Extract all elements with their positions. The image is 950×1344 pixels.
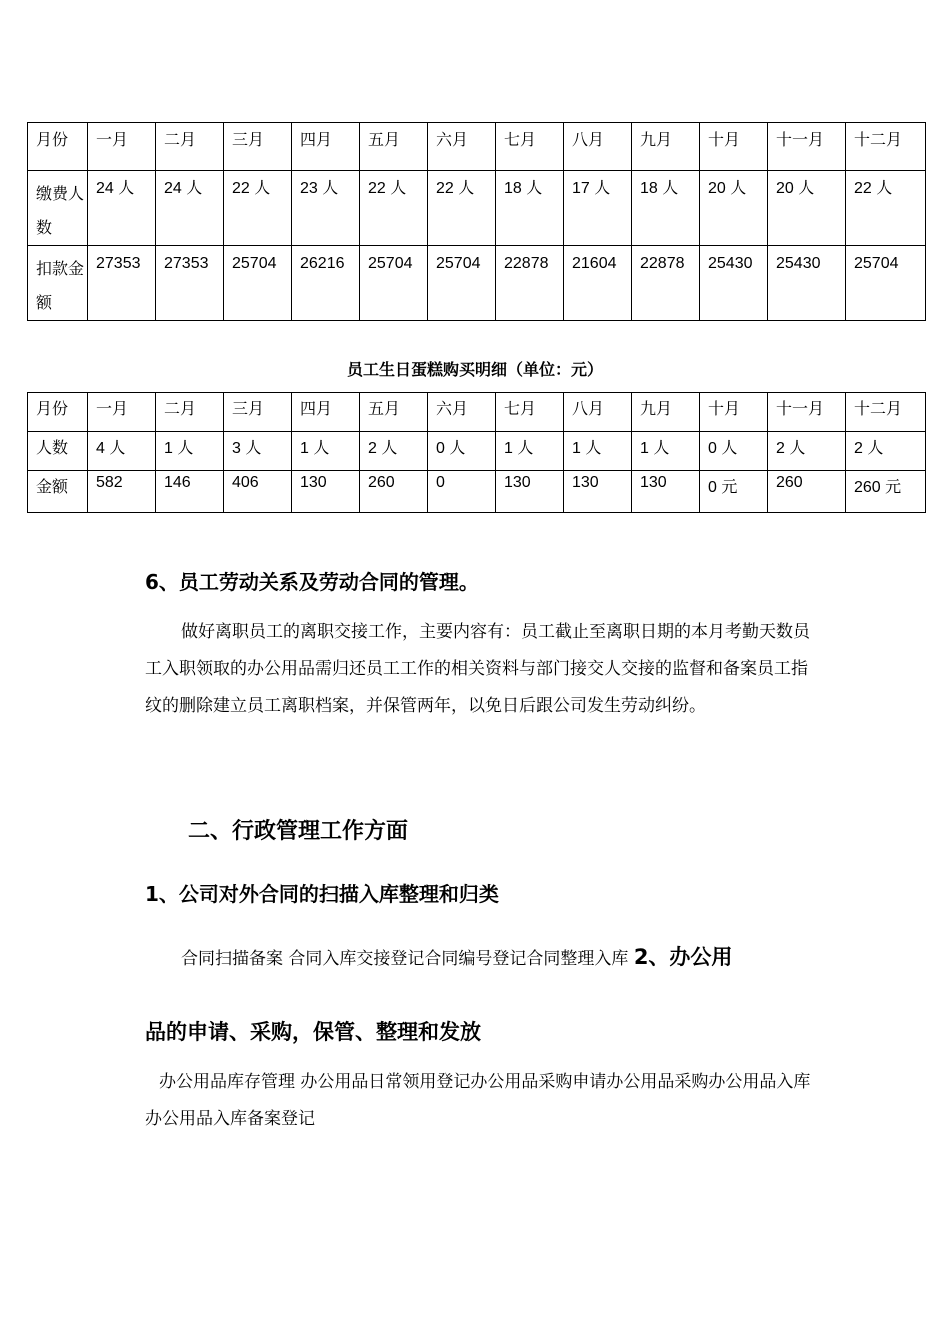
table-cell: 十月 (700, 123, 768, 171)
table-cell: 25704 (428, 246, 496, 321)
table-cell: 十月 (700, 393, 768, 432)
table-cell: 17 人 (564, 171, 632, 246)
table-cell: 十二月 (846, 123, 926, 171)
table-cell: 260 (768, 471, 846, 513)
table-cell: 20 人 (700, 171, 768, 246)
table-cell: 146 (156, 471, 224, 513)
table-row (28, 123, 926, 171)
table-cell: 缴费人数 (28, 171, 88, 246)
table-cell: 18 人 (632, 171, 700, 246)
table-cell: 22 人 (224, 171, 292, 246)
table-cell: 一月 (88, 123, 156, 171)
table-cell: 扣款金额 (28, 246, 88, 321)
table-cell: 21604 (564, 246, 632, 321)
table-cell: 八月 (564, 123, 632, 171)
table-cell: 130 (496, 471, 564, 513)
table-cell: 0 人 (428, 432, 496, 471)
table-cell: 人数 (28, 432, 88, 471)
table-cell: 九月 (632, 393, 700, 432)
table-cell: 十一月 (768, 393, 846, 432)
table-cell: 18 人 (496, 171, 564, 246)
table-cell: 25704 (360, 246, 428, 321)
item-paragraph: 办公用品库存管理 办公用品日常领用登记办公用品采购申请办公用品采购办公用品入库办公用品入库备案登记 (145, 1072, 811, 1129)
item-paragraph (145, 938, 815, 978)
section-heading: 6、员工劳动关系及劳动合同的管理。 (145, 570, 479, 594)
table-cell: 130 (292, 471, 360, 513)
table-cell: 2 人 (768, 432, 846, 471)
table-cell: 二月 (156, 393, 224, 432)
item-heading: 1、公司对外合同的扫描入库整理和归类 (145, 882, 499, 906)
table-cell: 四月 (292, 393, 360, 432)
table-cell: 九月 (632, 123, 700, 171)
table-cell: 1 人 (496, 432, 564, 471)
table-row (28, 393, 926, 432)
section-paragraph: 做好离职员工的离职交接工作，主要内容有：员工截止至离职日期的本月考勤天数员工入职领取的办公用品需归还员工工作的相关资料与部门接交人交接的监督和备案员工指纹的删除建立员工离职档案，并保管两年，以免日后跟公司发生劳动纠纷。 (145, 622, 810, 716)
table-cell: 22 人 (360, 171, 428, 246)
table-cell: 1 人 (632, 432, 700, 471)
table-cell: 七月 (496, 123, 564, 171)
table-cell: 25430 (768, 246, 846, 321)
table-cell: 20 人 (768, 171, 846, 246)
table-cell: 十一月 (768, 123, 846, 171)
table-cell: 2 人 (360, 432, 428, 471)
table-cell: 1 人 (156, 432, 224, 471)
table-cell: 24 人 (156, 171, 224, 246)
table-cell: 三月 (224, 123, 292, 171)
table-cell: 25430 (700, 246, 768, 321)
table-cell: 八月 (564, 393, 632, 432)
table-cell: 二月 (156, 123, 224, 171)
table-cell: 0 人 (700, 432, 768, 471)
table-cell: 22878 (632, 246, 700, 321)
table-cell: 五月 (360, 393, 428, 432)
table-cell: 22 人 (428, 171, 496, 246)
table-cell: 130 (632, 471, 700, 513)
table-cell: 五月 (360, 123, 428, 171)
table-cell: 金额 (28, 471, 88, 513)
table-cell: 十二月 (846, 393, 926, 432)
table-row (28, 471, 926, 513)
part-heading: 二、行政管理工作方面 (188, 819, 409, 844)
table-cell: 260 (360, 471, 428, 513)
table-cell: 27353 (88, 246, 156, 321)
table-cell: 0 (428, 471, 496, 513)
table-cell: 25704 (224, 246, 292, 321)
table-cell: 2 人 (846, 432, 926, 471)
table-caption: 员工生日蛋糕购买明细（单位：元） (346, 360, 603, 379)
table-cell: 23 人 (292, 171, 360, 246)
table-cell: 四月 (292, 123, 360, 171)
table-cell: 1 人 (564, 432, 632, 471)
table-cell: 七月 (496, 393, 564, 432)
payment-table (27, 122, 926, 321)
table-cell: 25704 (846, 246, 926, 321)
table-cell: 4 人 (88, 432, 156, 471)
table-cell: 六月 (428, 123, 496, 171)
table-cell: 582 (88, 471, 156, 513)
table-cell: 22 人 (846, 171, 926, 246)
birthday-cake-table (27, 392, 926, 513)
table-cell: 六月 (428, 393, 496, 432)
table-cell: 三月 (224, 393, 292, 432)
table-cell: 27353 (156, 246, 224, 321)
table-cell: 22878 (496, 246, 564, 321)
table-cell: 3 人 (224, 432, 292, 471)
table-cell: 1 人 (292, 432, 360, 471)
table-cell: 26216 (292, 246, 360, 321)
table-cell: 130 (564, 471, 632, 513)
table-row (28, 246, 926, 321)
table-cell: 一月 (88, 393, 156, 432)
item-heading-inline: 2、办公用 (633, 945, 733, 969)
item-body: 合同扫描备案 合同入库交接登记合同编号登记合同整理入库 (181, 949, 629, 969)
table-cell: 0 元 (700, 471, 768, 513)
table-cell: 406 (224, 471, 292, 513)
table-row (28, 171, 926, 246)
table-cell: 24 人 (88, 171, 156, 246)
table-cell: 月份 (28, 123, 88, 171)
table-row (28, 432, 926, 471)
table-cell: 月份 (28, 393, 88, 432)
item-heading: 品的申请、采购，保管、整理和发放 (145, 1020, 481, 1044)
table-cell: 260 元 (846, 471, 926, 513)
